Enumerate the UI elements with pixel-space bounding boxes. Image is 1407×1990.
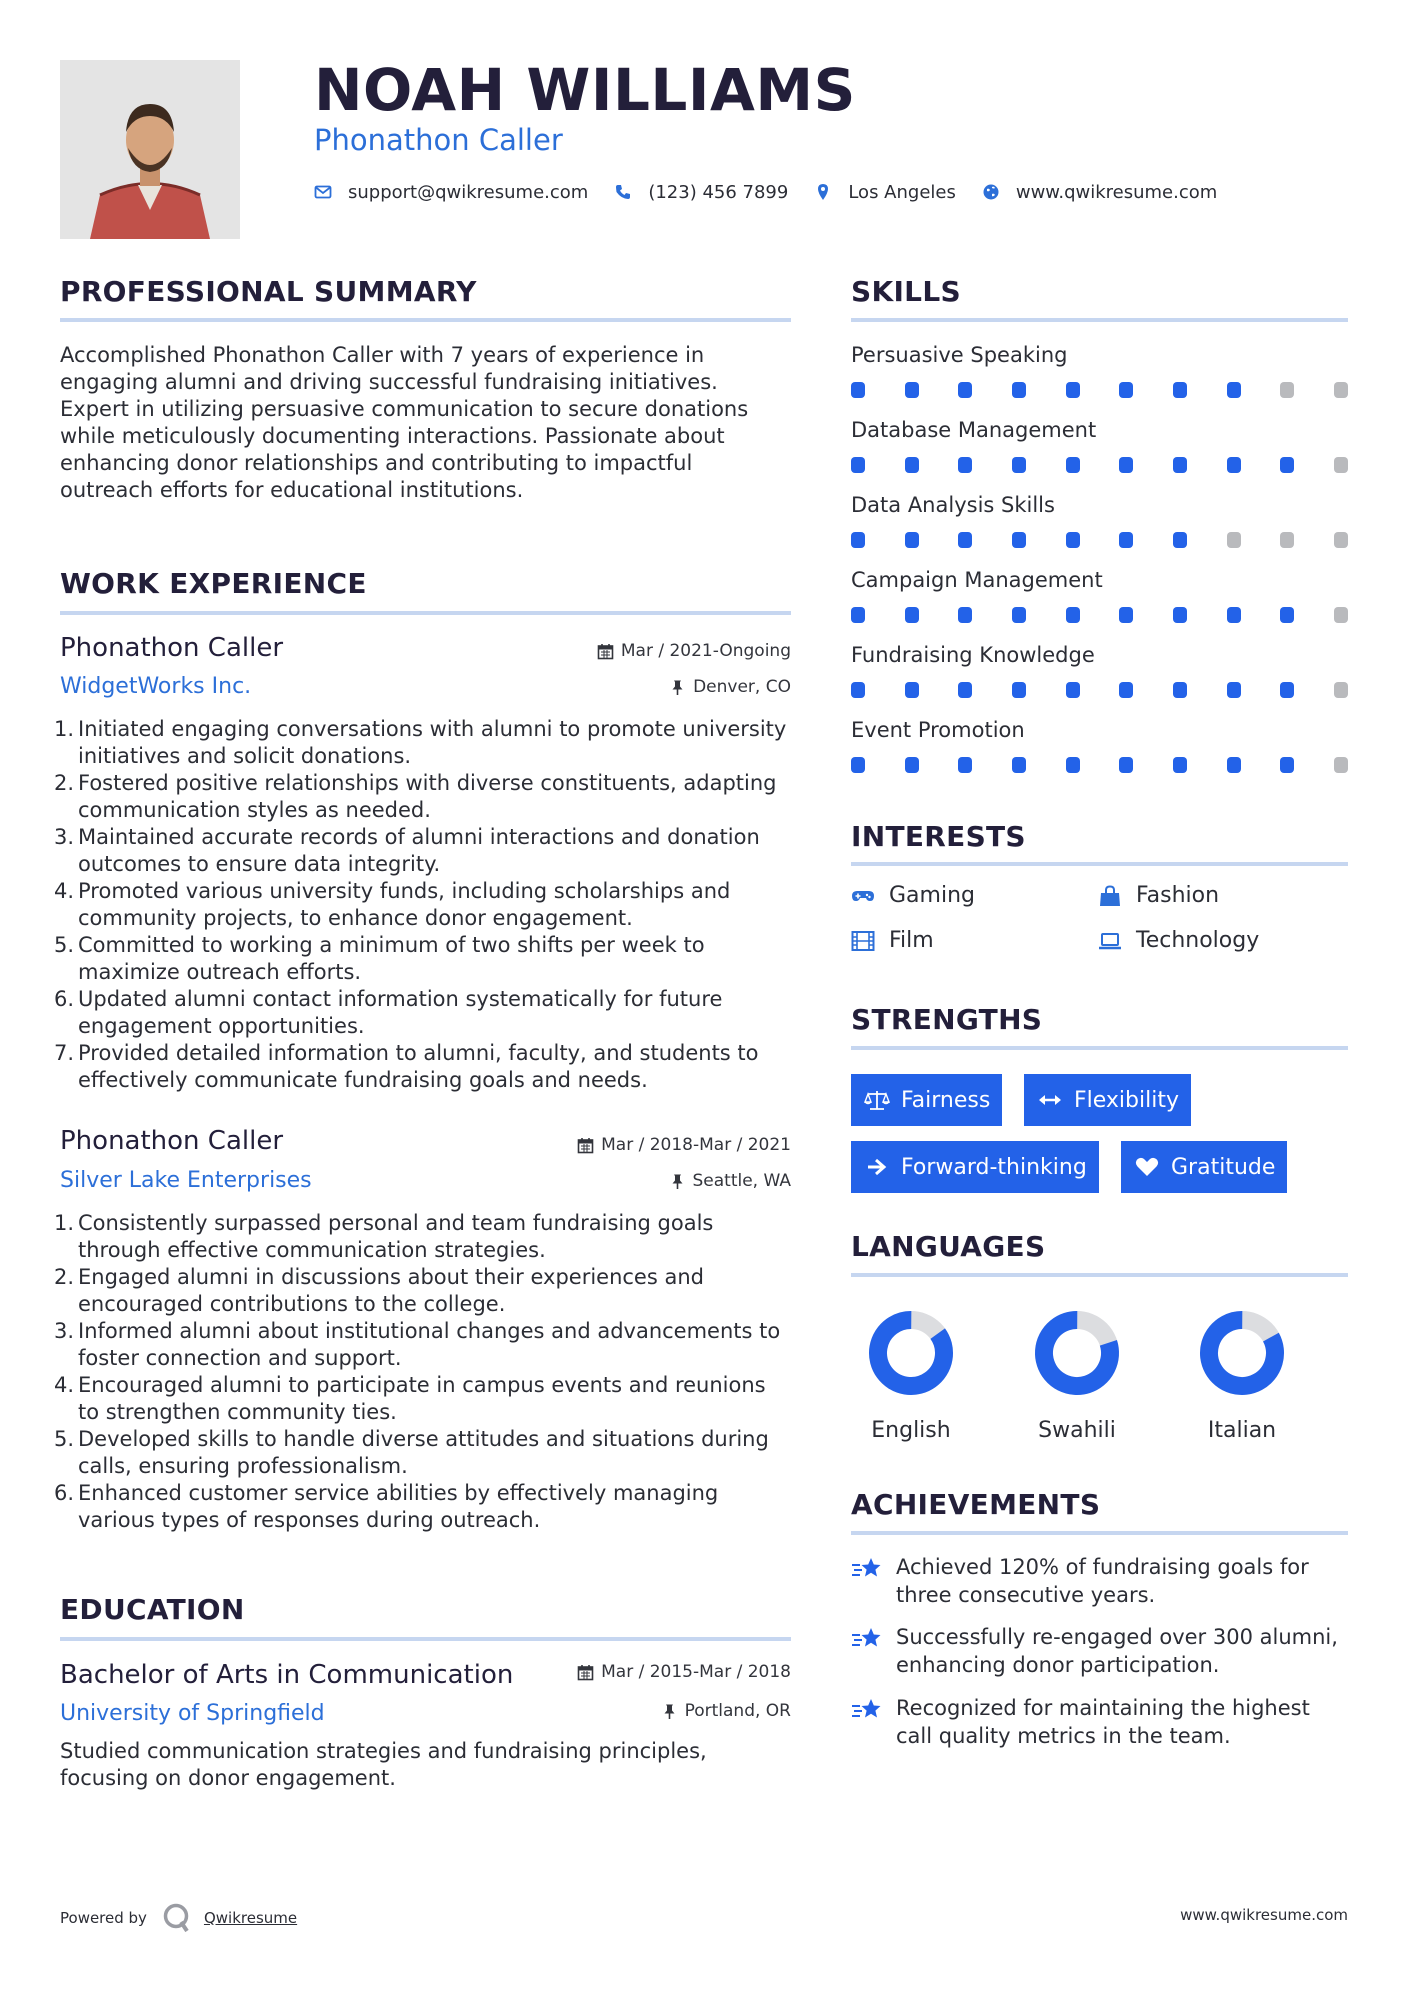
job-title-2: Phonathon Caller xyxy=(60,1126,284,1156)
skill-name: Data Analysis Skills xyxy=(851,493,1055,517)
interests-heading: INTERESTS xyxy=(851,820,1026,853)
rating-dot-filled xyxy=(1066,532,1080,548)
strength-fairness xyxy=(851,1074,1002,1126)
job-1-dates-row xyxy=(60,641,791,665)
job-2-location-row xyxy=(60,1171,791,1195)
strength-forward-thinking xyxy=(851,1141,1099,1193)
email-text: support@qwikresume.com xyxy=(348,181,589,203)
rating-dot-filled xyxy=(958,382,972,398)
contact-email[interactable] xyxy=(314,182,588,203)
rating-dot-filled xyxy=(905,457,919,473)
job-2-location xyxy=(669,1171,792,1191)
interest-label: Fashion xyxy=(1136,883,1220,908)
strength-gratitude xyxy=(1121,1141,1287,1193)
summary-divider xyxy=(60,318,791,322)
duty-item: 5. Committed to working a minimum of two shifts per week to maximize outreach efforts. xyxy=(54,933,705,984)
skill-name: Campaign Management xyxy=(851,568,1103,592)
rating-dot-filled xyxy=(1227,682,1241,698)
rating-dot-empty xyxy=(1334,382,1348,398)
experience-heading: WORK EXPERIENCE xyxy=(60,567,367,600)
calendar-icon xyxy=(577,1664,594,1681)
rating-dot-filled xyxy=(1280,457,1294,473)
duty-item: 6. Enhanced customer service abilities by effectively managing various types of responses during outreach. xyxy=(54,1481,719,1532)
degree-title: Bachelor of Arts in Communication xyxy=(60,1660,514,1690)
contact-bar xyxy=(314,180,1217,204)
rating-dot-filled xyxy=(905,682,919,698)
strength-label: Gratitude xyxy=(1171,1154,1276,1180)
rating-dot-filled xyxy=(905,532,919,548)
qwikresume-link[interactable]: Qwikresume xyxy=(203,1909,298,1927)
interests-divider xyxy=(851,862,1348,866)
candidate-role: Phonathon Caller xyxy=(314,123,563,157)
rating-dot-filled xyxy=(905,757,919,773)
skill-rating xyxy=(851,682,1348,698)
rating-dot-empty xyxy=(1280,532,1294,548)
rating-dot-filled xyxy=(1173,682,1187,698)
rating-dot-filled xyxy=(1119,457,1133,473)
shooting-star-icon xyxy=(851,1555,883,1583)
rating-dot-empty xyxy=(1334,682,1348,698)
rating-dot-filled xyxy=(1012,682,1026,698)
heart-icon xyxy=(1134,1155,1160,1179)
job-company-2[interactable]: Silver Lake Enterprises xyxy=(60,1168,312,1193)
rating-dot-filled xyxy=(1012,457,1026,473)
job-1-dates xyxy=(597,641,791,661)
interest-technology xyxy=(1098,928,1259,953)
interest-label: Gaming xyxy=(889,883,975,908)
shooting-star-icon xyxy=(851,1696,883,1724)
rating-dot-filled xyxy=(1119,682,1133,698)
gamepad-icon xyxy=(851,885,875,907)
strength-label: Fairness xyxy=(901,1087,991,1113)
duty-item: 4. Encouraged alumni to participate in campus events and reunions to strengthen community ties. xyxy=(54,1373,766,1424)
duty-item: 3. Informed alumni about institutional changes and advancements to foster connection and support. xyxy=(54,1319,781,1370)
job-company-1[interactable]: WidgetWorks Inc. xyxy=(60,674,252,699)
footer-powered-by xyxy=(60,1898,297,1938)
job-2-dates-text: Mar / 2018-Mar / 2021 xyxy=(601,1135,791,1155)
interest-gaming xyxy=(851,883,975,908)
achievement-item xyxy=(851,1694,1351,1750)
rating-dot-filled xyxy=(851,382,865,398)
globe-icon xyxy=(982,183,1000,201)
interest-film xyxy=(851,928,934,953)
contact-location xyxy=(814,182,956,203)
shooting-star-icon xyxy=(851,1625,883,1653)
laptop-icon xyxy=(1098,930,1122,952)
rating-dot-filled xyxy=(1119,532,1133,548)
job-1-dates-text: Mar / 2021-Ongoing xyxy=(620,641,791,661)
job-2-dates xyxy=(577,1135,791,1155)
skill-name: Event Promotion xyxy=(851,718,1025,742)
rating-dot-filled xyxy=(851,757,865,773)
rating-dot-filled xyxy=(851,532,865,548)
achievements-heading: ACHIEVEMENTS xyxy=(851,1488,1101,1521)
rating-dot-filled xyxy=(958,532,972,548)
strength-label: Forward-thinking xyxy=(901,1154,1087,1180)
job-2-location-text: Seattle, WA xyxy=(692,1171,791,1191)
rating-dot-filled xyxy=(958,682,972,698)
interest-fashion xyxy=(1098,883,1219,908)
skill-rating xyxy=(851,607,1348,623)
rating-dot-filled xyxy=(851,607,865,623)
strength-label: Flexibility xyxy=(1074,1087,1179,1113)
ring-progress xyxy=(1199,1310,1285,1396)
rating-dot-filled xyxy=(1066,757,1080,773)
achievement-text: Successfully re-engaged over 300 alumni, enhancing donor participation. xyxy=(896,1625,1338,1677)
pushpin-icon xyxy=(669,679,686,696)
skills-divider xyxy=(851,318,1348,322)
skills-heading: SKILLS xyxy=(851,275,961,308)
job-title-1: Phonathon Caller xyxy=(60,633,284,663)
rating-dot-filled xyxy=(905,382,919,398)
education-location-row xyxy=(60,1701,791,1725)
rating-dot-filled xyxy=(851,457,865,473)
duty-item: 2. Engaged alumni in discussions about their experiences and encouraged contributions to the college. xyxy=(54,1265,704,1316)
location-text: Los Angeles xyxy=(848,181,956,203)
ring-progress xyxy=(868,1310,954,1396)
rating-dot-filled xyxy=(1173,532,1187,548)
language-name: Swahili xyxy=(1038,1418,1116,1443)
contact-phone[interactable] xyxy=(614,182,788,203)
job-2-duties xyxy=(54,1210,791,1534)
job-1-location-text: Denver, CO xyxy=(693,677,791,697)
language-name: Italian xyxy=(1207,1418,1277,1443)
rating-dot-empty xyxy=(1334,457,1348,473)
education-dates-text: Mar / 2015-Mar / 2018 xyxy=(601,1662,791,1682)
rating-dot-filled xyxy=(1227,457,1241,473)
phone-icon xyxy=(614,183,632,201)
rating-dot-empty xyxy=(1334,532,1348,548)
rating-dot-filled xyxy=(1066,457,1080,473)
duty-item: 3. Maintained accurate records of alumni interactions and donation outcomes to ensure data integrity. xyxy=(54,825,760,876)
profile-photo xyxy=(60,60,240,239)
rating-dot-filled xyxy=(958,757,972,773)
arrows-horizontal-icon xyxy=(1037,1088,1063,1112)
duty-item: 6. Updated alumni contact information systematically for future engagement opportunities. xyxy=(54,987,723,1038)
summary-heading: PROFESSIONAL SUMMARY xyxy=(60,275,477,308)
duty-item: 1. Initiated engaging conversations with alumni to promote university initiatives and solicit donations. xyxy=(54,717,787,768)
rating-dot-filled xyxy=(1173,757,1187,773)
skill-name: Fundraising Knowledge xyxy=(851,643,1095,667)
phone-text: (123) 456 7899 xyxy=(648,181,789,203)
language-ring xyxy=(1199,1310,1285,1396)
pushpin-icon xyxy=(669,1173,686,1190)
candidate-name: NOAH WILLIAMS xyxy=(314,56,856,124)
balance-scale-icon xyxy=(864,1088,890,1112)
rating-dot-filled xyxy=(1280,757,1294,773)
duty-item: 4. Promoted various university funds, including scholarships and community projects, to enhance donor engagement. xyxy=(54,879,731,930)
shopping-bag-icon xyxy=(1098,885,1122,907)
website-text: www.qwikresume.com xyxy=(1015,181,1218,203)
pushpin-icon xyxy=(661,1703,678,1720)
map-marker-icon xyxy=(814,183,832,201)
rating-dot-filled xyxy=(1119,757,1133,773)
rating-dot-filled xyxy=(1227,382,1241,398)
duty-item: 5. Developed skills to handle diverse attitudes and situations during calls, ensuring professionalism. xyxy=(54,1427,769,1478)
rating-dot-filled xyxy=(1066,607,1080,623)
education-divider xyxy=(60,1637,791,1641)
rating-dot-filled xyxy=(1173,607,1187,623)
achievement-text: Achieved 120% of fundraising goals for three consecutive years. xyxy=(896,1555,1309,1607)
achievement-text: Recognized for maintaining the highest call quality metrics in the team. xyxy=(896,1696,1310,1748)
skill-name: Persuasive Speaking xyxy=(851,343,1068,367)
rating-dot-filled xyxy=(851,682,865,698)
strengths-divider xyxy=(851,1046,1348,1050)
achievements-divider xyxy=(851,1531,1348,1535)
rating-dot-filled xyxy=(1012,382,1026,398)
skill-rating xyxy=(851,757,1348,773)
language-name: English xyxy=(871,1418,951,1443)
experience-divider xyxy=(60,611,791,615)
rating-dot-empty xyxy=(1334,757,1348,773)
rating-dot-filled xyxy=(1173,457,1187,473)
rating-dot-filled xyxy=(1012,757,1026,773)
education-dates xyxy=(577,1662,791,1682)
duty-item: 1. Consistently surpassed personal and team fundraising goals through effective communication strategies. xyxy=(54,1211,714,1262)
contact-website[interactable] xyxy=(982,182,1217,203)
rating-dot-filled xyxy=(1227,607,1241,623)
skill-rating xyxy=(851,457,1348,473)
education-location-text: Portland, OR xyxy=(684,1701,791,1721)
school-name[interactable]: University of Springfield xyxy=(60,1701,325,1726)
calendar-icon xyxy=(597,643,614,660)
achievement-item xyxy=(851,1553,1351,1609)
interest-label: Technology xyxy=(1136,928,1260,953)
language-english xyxy=(851,1310,971,1443)
languages-heading: LANGUAGES xyxy=(851,1230,1046,1263)
rating-dot-filled xyxy=(1227,757,1241,773)
rating-dot-filled xyxy=(1066,382,1080,398)
language-ring xyxy=(1034,1310,1120,1396)
language-swahili xyxy=(1017,1310,1137,1443)
achievement-item xyxy=(851,1623,1351,1679)
powered-by-label: Powered by xyxy=(60,1909,147,1927)
rating-dot-empty xyxy=(1280,382,1294,398)
rating-dot-filled xyxy=(1119,607,1133,623)
rating-dot-filled xyxy=(1173,382,1187,398)
skill-rating xyxy=(851,382,1348,398)
rating-dot-filled xyxy=(958,457,972,473)
skill-rating xyxy=(851,532,1348,548)
duty-item: 2. Fostered positive relationships with diverse constituents, adapting communication styles as needed. xyxy=(54,771,777,822)
film-icon xyxy=(851,930,875,952)
education-heading: EDUCATION xyxy=(60,1593,245,1626)
arrow-right-icon xyxy=(864,1155,890,1179)
rating-dot-filled xyxy=(1280,607,1294,623)
rating-dot-empty xyxy=(1227,532,1241,548)
job-1-location-row xyxy=(60,677,791,701)
language-ring xyxy=(868,1310,954,1396)
rating-dot-filled xyxy=(905,607,919,623)
rating-dot-filled xyxy=(1280,682,1294,698)
education-dates-row xyxy=(60,1662,791,1686)
job-1-location xyxy=(669,677,791,697)
rating-dot-filled xyxy=(1066,682,1080,698)
strengths-heading: STRENGTHS xyxy=(851,1003,1043,1036)
calendar-icon xyxy=(577,1137,594,1154)
education-location xyxy=(661,1701,791,1721)
interest-label: Film xyxy=(889,928,934,953)
strength-flexibility xyxy=(1024,1074,1191,1126)
education-description: Studied communication strategies and fundraising principles, focusing on donor engagement. xyxy=(60,1739,707,1790)
rating-dot-filled xyxy=(958,607,972,623)
skill-name: Database Management xyxy=(851,418,1097,442)
rating-dot-filled xyxy=(1012,532,1026,548)
rating-dot-empty xyxy=(1334,607,1348,623)
envelope-icon xyxy=(314,183,332,201)
languages-divider xyxy=(851,1273,1348,1277)
qwikresume-logo-icon xyxy=(162,1902,192,1934)
footer-website[interactable]: www.qwikresume.com xyxy=(1180,1906,1348,1924)
language-italian xyxy=(1182,1310,1302,1443)
rating-dot-filled xyxy=(1119,382,1133,398)
job-2-dates-row xyxy=(60,1135,791,1159)
rating-dot-filled xyxy=(1012,607,1026,623)
summary-text: Accomplished Phonathon Caller with 7 years of experience in engaging alumni and driving successful fundraising initiatives. Expert in utilizing persuasive communication to secure donations while meticulously documenting interactions. Passionate about enhancing donor relationships and contributing to impactful outreach efforts for educational institutions. xyxy=(60,343,749,502)
job-1-duties xyxy=(54,716,791,1094)
duty-item: 7. Provided detailed information to alumni, faculty, and students to effectively communicate fundraising goals and needs. xyxy=(54,1041,759,1092)
